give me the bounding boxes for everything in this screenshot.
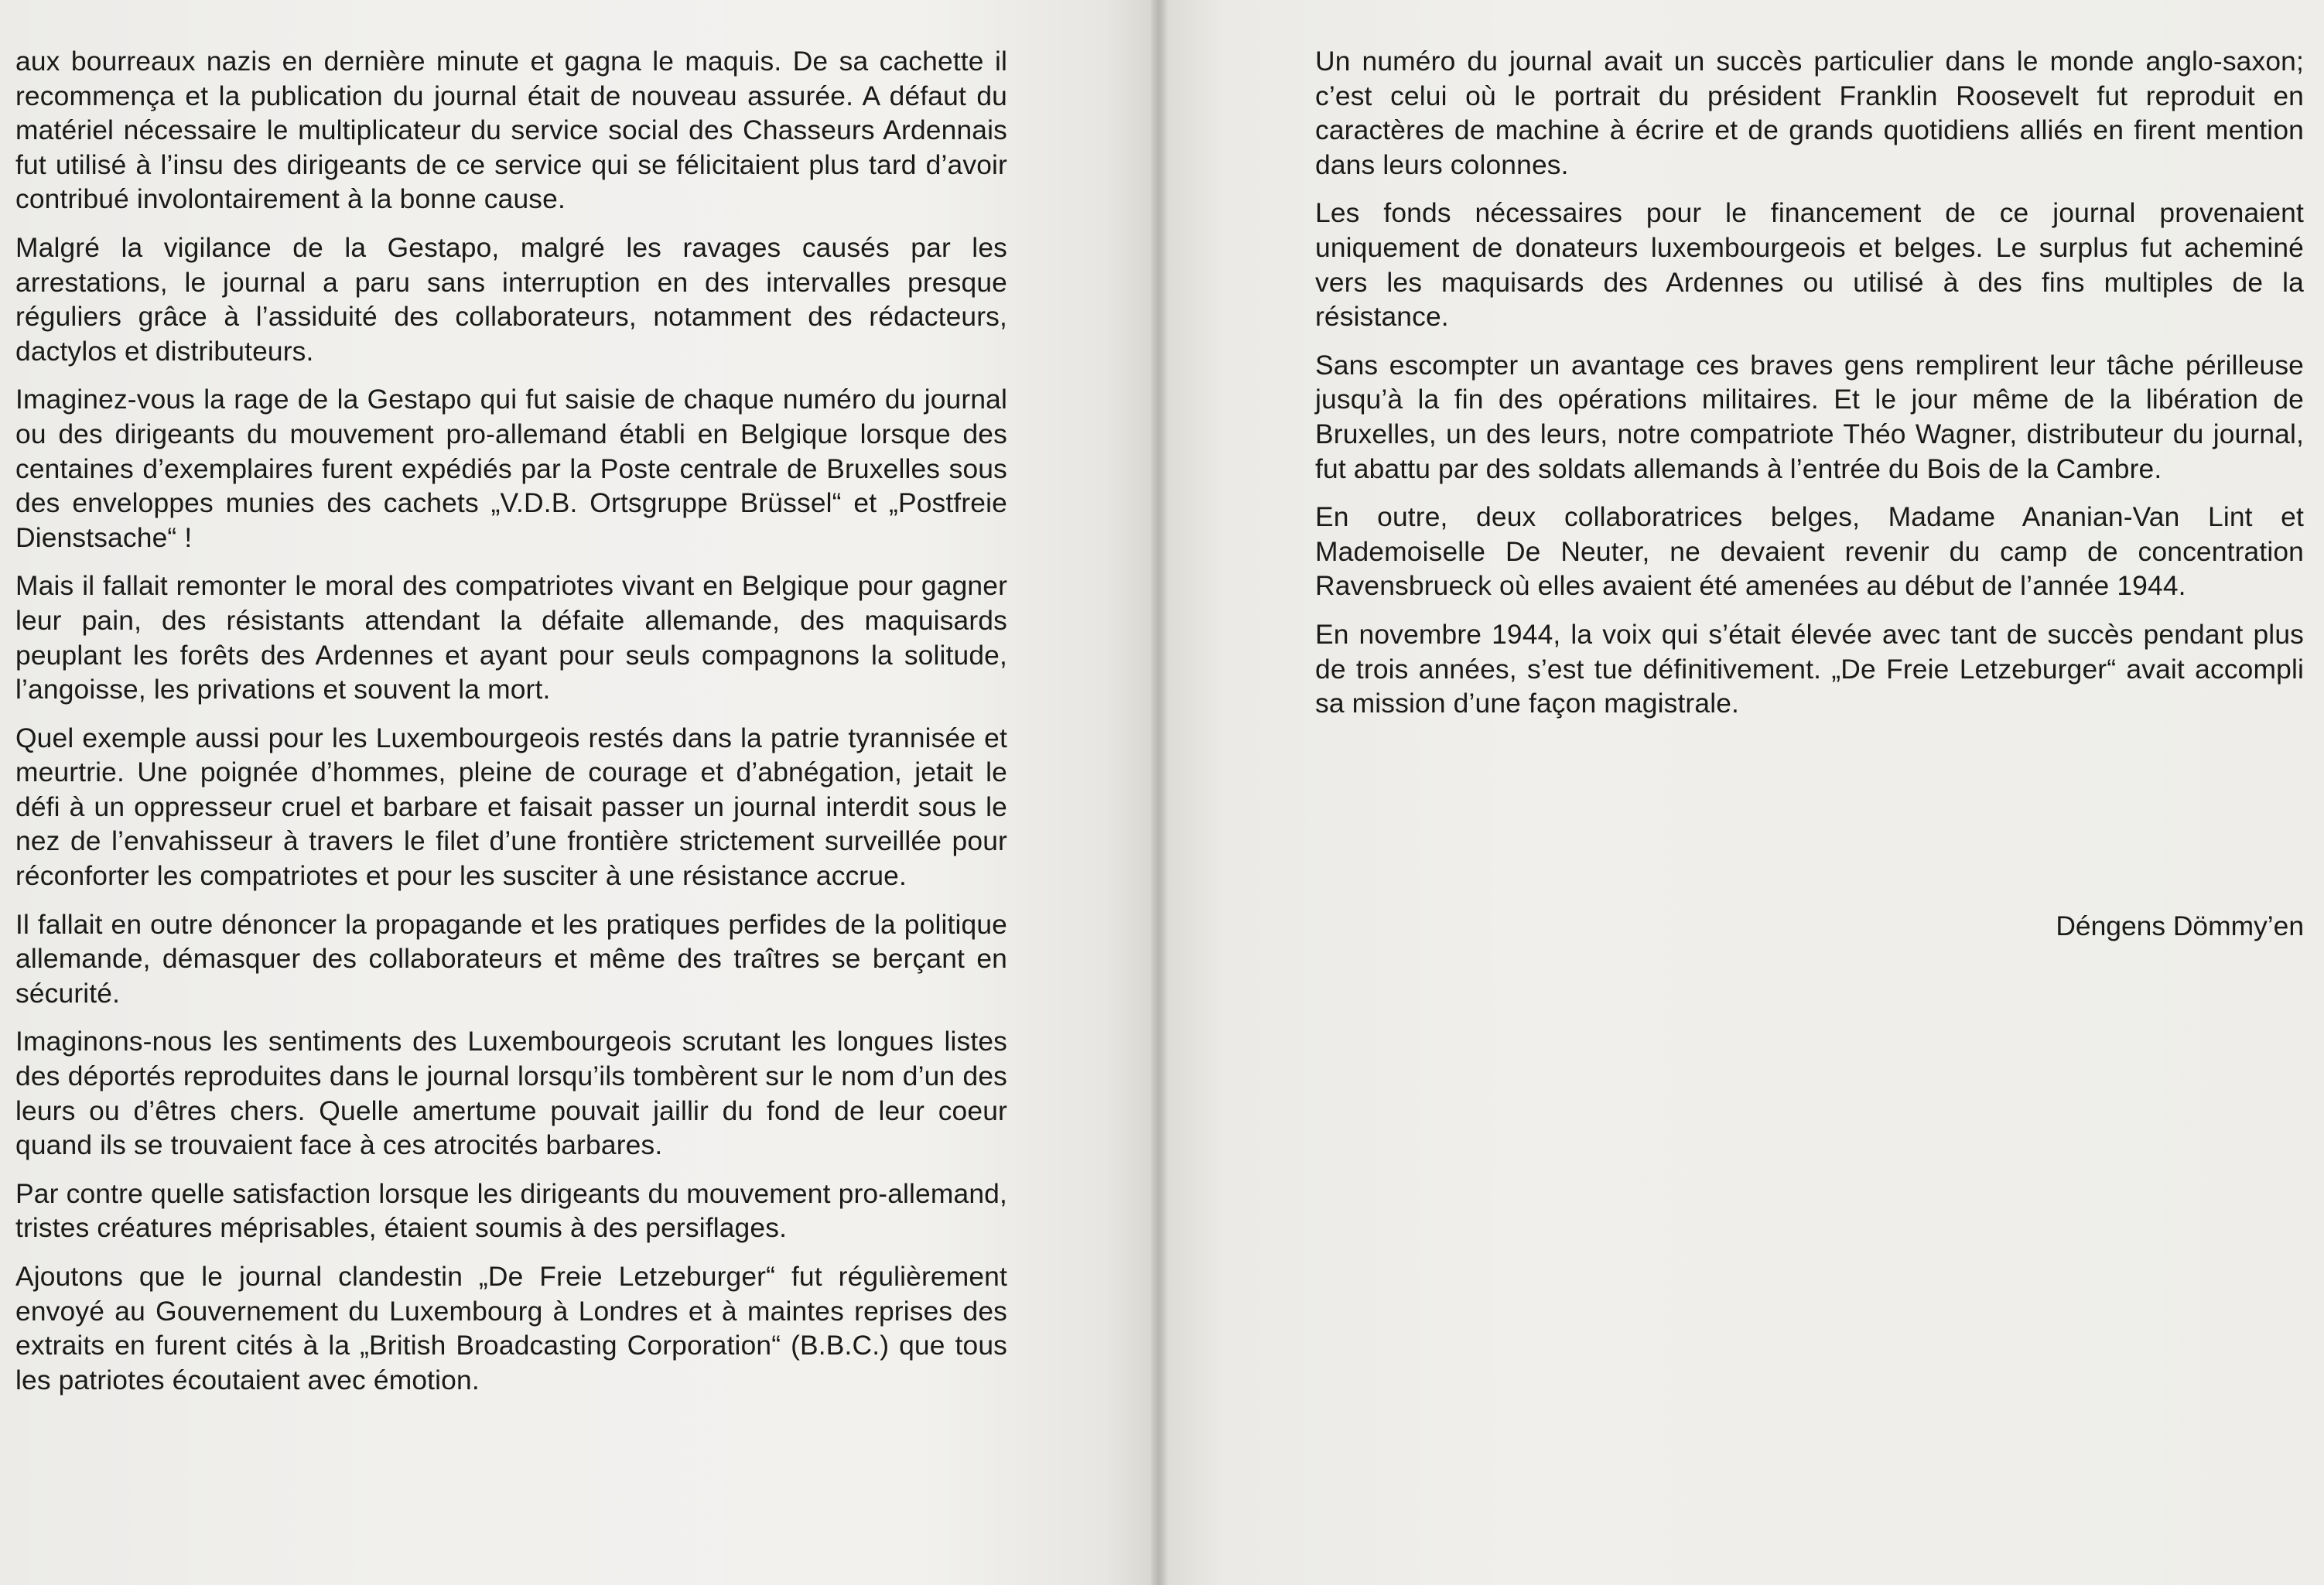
paragraph: Imaginons-nous les sentiments des Luxembourgeois scrutant les longues listes des déportés reproduites dans le journal lorsqu’ils tombèrent sur le nom d’un des leurs ou d’êtres chers. Quelle amertume pouvait jaillir du fond de leur coeur quand ils se trouvaient face à ces atrocités barbares. (15, 1026, 1007, 1161)
left-text-column (15, 44, 1007, 1411)
paragraph: En novembre 1944, la voix qui s’était élevée avec tant de succès pendant plus de trois années, s’est tue définitivement. „De Freie Letzeburger“ avait accompli sa mission d’une façon magistrale. (1315, 618, 2304, 719)
paragraph: aux bourreaux nazis en dernière minute et gagna le maquis. De sa cachette il recommença et la publication du journal était de nouveau assurée. A défaut du matériel nécessaire le multiplicateur du service social des Chasseurs Ardennais fut utilisé à l’insu des dirigeants de ce service qui se félicitaient plus tard d’avoir contribué involontairement à la bonne cause. (15, 46, 1007, 215)
paragraph: Malgré la vigilance de la Gestapo, malgré les ravages causés par les arrestations, le journal a paru sans interruption en des intervalles presque réguliers grâce à l’assiduité des collaborateurs, notamment des rédacteurs, dactylos et distributeurs. (15, 231, 1007, 367)
paragraph: Les fonds nécessaires pour le financement de ce journal provenaient uniquement de donateurs luxembourgeois et belges. Le surplus fut acheminé vers les maquisards des Ardennes ou utilisé à des fins multiples de la résistance. (1315, 197, 2304, 333)
paragraph: Par contre quelle satisfaction lorsque les dirigeants du mouvement pro-allemand, tristes créatures méprisables, étaient soumis à des persiflages. (15, 1177, 1007, 1244)
left-page (0, 0, 1151, 1585)
paragraph: Il fallait en outre dénoncer la propagande et les pratiques perfides de la politique allemande, démasquer des collaborateurs et même des traîtres se berçant en sécurité. (15, 908, 1007, 1009)
paragraph: Un numéro du journal avait un succès particulier dans le monde anglo-saxon; c’est celui où le portrait du président Franklin Roosevelt fut reproduit en caractères de machine à écrire et de grands quotidiens alliés en firent mention dans leurs colonnes. (1315, 46, 2304, 180)
paragraph: Ajoutons que le journal clandestin „De Freie Letzeburger“ fut régulièrement envoyé au Gouvernement du Luxembourg à Londres et à maintes reprises des extraits en furent cités à la „British Broadcasting Corporation“ (B.B.C.) que tous les patriotes écoutaient avec émotion. (15, 1261, 1007, 1395)
paragraph: Mais il fallait remonter le moral des compatriotes vivant en Belgique pour gagner leur pain, des résistants attendant la défaite allemande, des maquisards peuplant les forêts des Ardennes et ayant pour seuls compagnons la solitude, l’angoisse, les privations et souvent la mort. (15, 570, 1007, 705)
paragraph: Sans escompter un avantage ces braves gens remplirent leur tâche périlleuse jusqu’à la fin des opérations militaires. Et le jour même de la libération de Bruxelles, un des leurs, notre compatriote Théo Wagner, distributeur du journal, fut abattu par des soldats allemands à l’entrée du Bois de la Cambre. (1315, 349, 2304, 484)
right-page (1168, 0, 2324, 1585)
right-text-column (1315, 44, 2304, 735)
book-gutter (1151, 0, 1168, 1585)
paragraph: En outre, deux collaboratrices belges, Madame Ananian-Van Lint et Mademoiselle De Neuter, ne devaient revenir du camp de concentration Ravensbrueck où elles avaient été amenées au début de l’année 1944. (1315, 501, 2304, 602)
author-signature: Déngens Dömmy’en (2056, 910, 2304, 941)
paragraph: Quel exemple aussi pour les Luxembourgeois restés dans la patrie tyrannisée et meurtrie. Une poignée d’hommes, pleine de courage et d’abnégation, jetait le défi à un oppresseur cruel et barbare et faisait passer un journal interdit sous le nez de l’envahisseur à travers le filet d’une frontière strictement surveillée pour réconforter les compatriotes et pour les susciter à une résistance accrue. (15, 722, 1007, 892)
paragraph: Imaginez-vous la rage de la Gestapo qui fut saisie de chaque numéro du journal ou des dirigeants du mouvement pro-allemand établi en Belgique lorsque des centaines d’exemplaires furent expédiés par la Poste centrale de Bruxelles sous des enveloppes munies des cachets „V.D.B. Ortsgruppe Brüssel“ et „Postfreie Dienstsache“ ! (15, 384, 1007, 553)
